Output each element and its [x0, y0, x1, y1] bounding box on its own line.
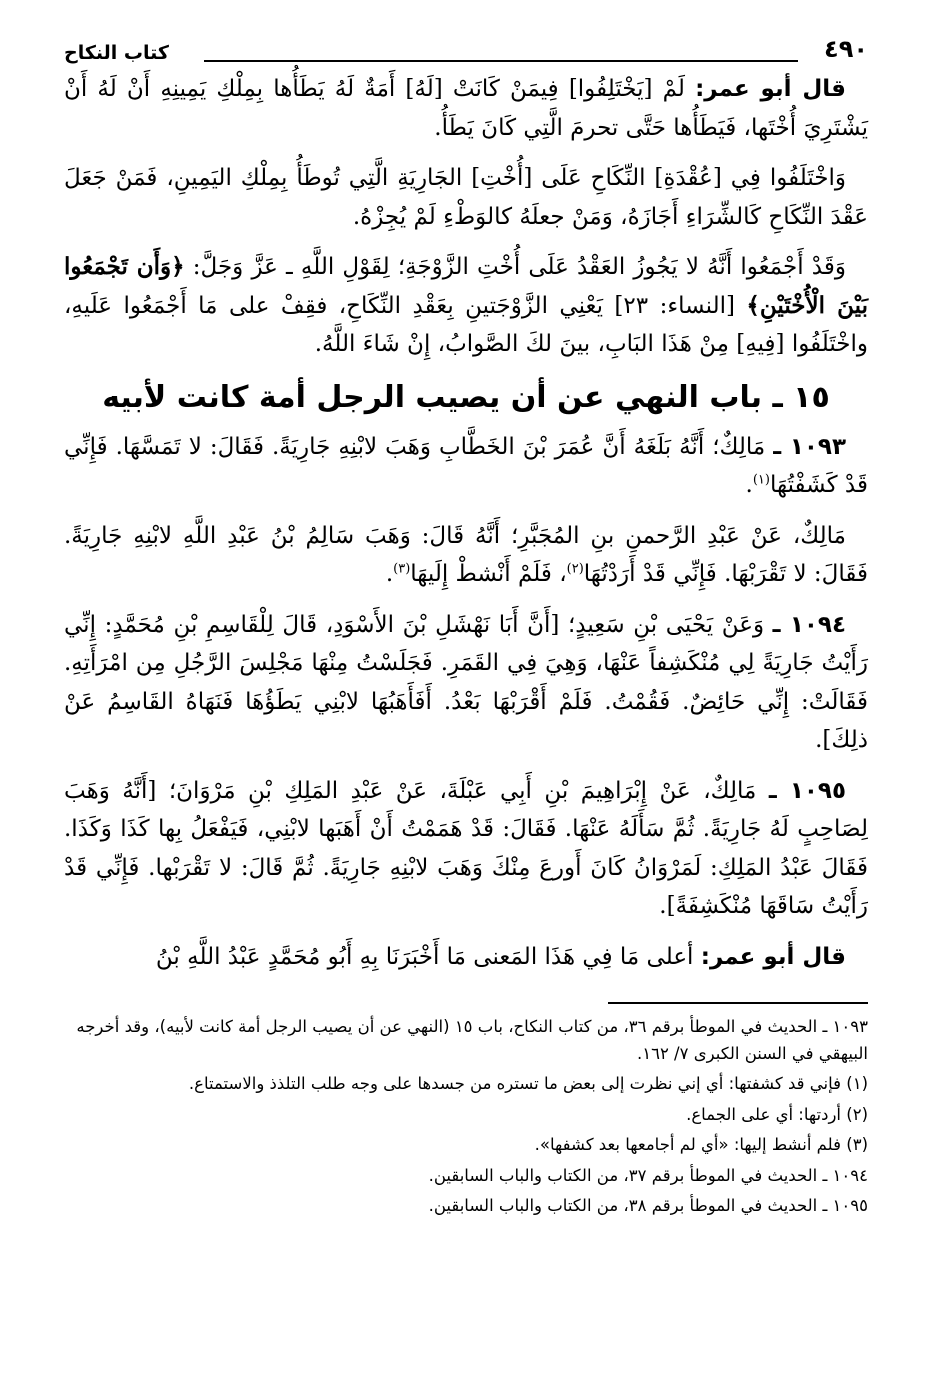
- paragraph-text-cont: [النساء: ٢٣] يَعْنِي الزَّوْجَتينِ بِعَقْدِ النِّكَاحِ، فقِفْ على مَا أَجْمَعُوا عَلَيهِ، واخْتَلَفُوا [فِيهِ] مِنْ هَذَا البَابِ، بينَ لكَ الصَّوابُ، إِنْ شَاءَ اللَّهُ.: [64, 292, 868, 357]
- page-header: [64, 0, 868, 70]
- paragraph-text: لَمْ [يَخْتَلِفُوا] فِيمَنْ كَانَتْ [لَهُ] أَمَةٌ لَهُ يَطَأُها بِمِلْكِ يَمِينِهِ أَنْ لَهُ أَنْ يَشْتَرِيَ أُخْتَها، فَيَطَأُها حَتَّى تحرمَ الَّتِي كَانَ يَطَأُ.: [64, 76, 868, 141]
- footnotes: [64, 1014, 868, 1220]
- hadith-end: .: [745, 472, 753, 498]
- footnote-marker[interactable]: (١): [752, 472, 770, 488]
- hadith-1094: [64, 606, 868, 760]
- chapter-heading: ١٥ ـ باب النهي عن أن يصيب الرجل أمة كانت لأبيه: [102, 379, 830, 415]
- quran-verse: ﴿وَأَن تَجْمَعُوا بَيْنَ الْأُخْتَيْنِ﴾: [64, 253, 868, 319]
- page-number: ٤٩٠: [824, 35, 868, 63]
- hadith-1095: [64, 772, 868, 926]
- footnote-marker[interactable]: (٢): [566, 561, 584, 577]
- header-rule: [204, 60, 798, 62]
- paragraph-1: [64, 70, 868, 147]
- paragraph-text: مَالِكٌ، عَنْ عَبْدِ الرَّحمنِ بنِ المُجَبَّرِ؛ أَنَّهُ قَالَ: وَهَبَ سَالِمُ بْنُ عَبْدِ اللَّهِ لابْنِهِ جَارِيَةً. فَقَالَ: لا تَقْرَبْهَا. فَإِنِّي قَدْ أَرَدْتُهَا: [64, 522, 868, 587]
- footnote: (٣) فلم أنشط إليها: «أي لم أجامعها بعد كشفها».: [534, 1135, 868, 1154]
- footnote: ١٠٩٥ ـ الحديث في الموطأ برقم ٣٨، من الكتاب والباب السابقين.: [428, 1196, 868, 1215]
- paragraph-text: وَقَدْ أَجْمَعُوا أَنَّهُ لا يَجُوزُ العَقْدُ عَلَى أُخْتِ الزَّوْجَةِ؛ لِقَوْلِ اللَّهِ ـ عَزَّ وَجَلَّ:: [184, 254, 846, 280]
- hadith-number: ١٠٩٤ ـ: [772, 611, 846, 638]
- hadith-text: مَالِكٌ؛ أَنَّهُ بَلَغَهُ أَنَّ عُمَرَ بْنَ الخَطَّابِ وَهَبَ لابْنِهِ جَارِيَةً. فَقَالَ: لا تَمَسَّهَا. فَإِنِّي قَدْ كَشَفْتُهَا: [64, 433, 868, 498]
- hadith-number: ١٠٩٣ ـ: [773, 433, 846, 460]
- paragraph-end: .: [385, 561, 394, 587]
- malik-paragraph: [64, 517, 868, 594]
- closing-paragraph: [64, 938, 868, 977]
- main-text: [64, 70, 868, 976]
- paragraph-2: [64, 159, 868, 236]
- paragraph-text: وَاخْتَلَفُوا فِي [عُقْدَةِ] النِّكَاحِ عَلَى [أُخْتِ] الجَارِيَةِ الَّتِي تُوطَأُ بِمِلْكِ اليَمِينِ، فَمَنْ جَعَلَ عَقْدَ النِّكَاحِ كَالشِّرَاءِ أَجَازَهُ، وَمَنْ جعلَهُ كالوَطْءِ لَمْ يُجِزْهُ.: [64, 165, 868, 230]
- footnote-marker[interactable]: (٣): [393, 561, 411, 577]
- hadith-1093: [64, 428, 868, 505]
- speaker-lead: قال أبو عمر:: [695, 76, 846, 102]
- footnote: ١٠٩٣ ـ الحديث في الموطأ برقم ٣٦، من كتاب النكاح، باب ١٥ (النهي عن أن يصيب الرجل أمة كانت لأبيه)، وقد أخرجه البيهقي في السنن الكبرى ٧/ ١٦٢.: [76, 1017, 868, 1063]
- footnote: (١) فإني قد كشفتها: أي إني نظرت إلى بعض ما تستره من جسدها على وجه طلب التلذذ والاستمتاع.: [188, 1074, 868, 1093]
- hadith-number: ١٠٩٥ ـ: [768, 777, 846, 804]
- hadith-text: مَالِكٌ، عَنْ إِبْرَاهِيمَ بْنِ أَبِي عَبْلَةَ، عَنْ عَبْدِ المَلِكِ بْنِ مَرْوَانَ؛ [أَنَّهُ وَهَبَ لِصَاحِبٍ لَهُ جَارِيَةً. ثُمَّ سَأَلَهُ عَنْهَا. فَقَالَ: قَدْ هَمَمْتُ أَنْ أَهَبَها لابْنِي، فَيَفْعَلُ بِها كَذَا وَكَذَا. فَقَالَ عَبْدُ المَلِكِ: لَمَرْوَانُ كَانَ أَورعَ مِنْكَ وَهَبَ لابْنِهِ جَارِيَةً. ثُمَّ قَالَ: لا تَقْرَبْها. فَإِنِّي قَدْ رَأَيْتُ سَاقَهَا مُنْكَشِفَةً].: [64, 777, 868, 919]
- footnote: ١٠٩٤ ـ الحديث في الموطأ برقم ٣٧، من الكتاب والباب السابقين.: [428, 1165, 868, 1185]
- speaker-lead: قال أبو عمر:: [700, 943, 846, 970]
- footnote: (٢) أردتها: أي على الجماع.: [686, 1104, 868, 1124]
- running-title: كتاب النكاح: [64, 42, 169, 64]
- paragraph-3: [64, 248, 868, 364]
- paragraph-text-mid: ، فَلَمْ أَنْشطْ إِلَيهَا: [410, 561, 567, 587]
- hadith-text: وَعَنْ يَحْيَى بْنِ سَعِيدٍ؛ [أَنَّ أَبَا نَهْشَلِ بْنَ الأَسْوَدِ، قَالَ لِلْقَاسِمِ بْنِ مُحَمَّدٍ: إِنِّي رَأَيْتُ جَارِيَةً لِي مُنْكَشِفاً عَنْهَا، وَهِيَ فِي القَمَرِ. فَجَلَسْتُ مِنْهَا مَجْلِسَ الرَّجُلِ مِن امْرَأَتِهِ. فَقَالَتْ: إِنِّي حَائِضٌ. فَقُمْتُ. فَلَمْ أَقْرَبْهَا بَعْدُ. أَفَأَهَبُهَا لابْنِي يَطَؤُهَا فَنَهَاهُ القَاسِمُ عَنْ ذلِكَ].: [64, 611, 868, 753]
- footnote-divider: [608, 1002, 868, 1004]
- paragraph-text: أعلى مَا فِي هَذَا المَعنى مَا أَخْبَرَنَا بِهِ أَبُو مُحَمَّدٍ عَبْدُ اللَّهِ بْنُ: [155, 943, 701, 970]
